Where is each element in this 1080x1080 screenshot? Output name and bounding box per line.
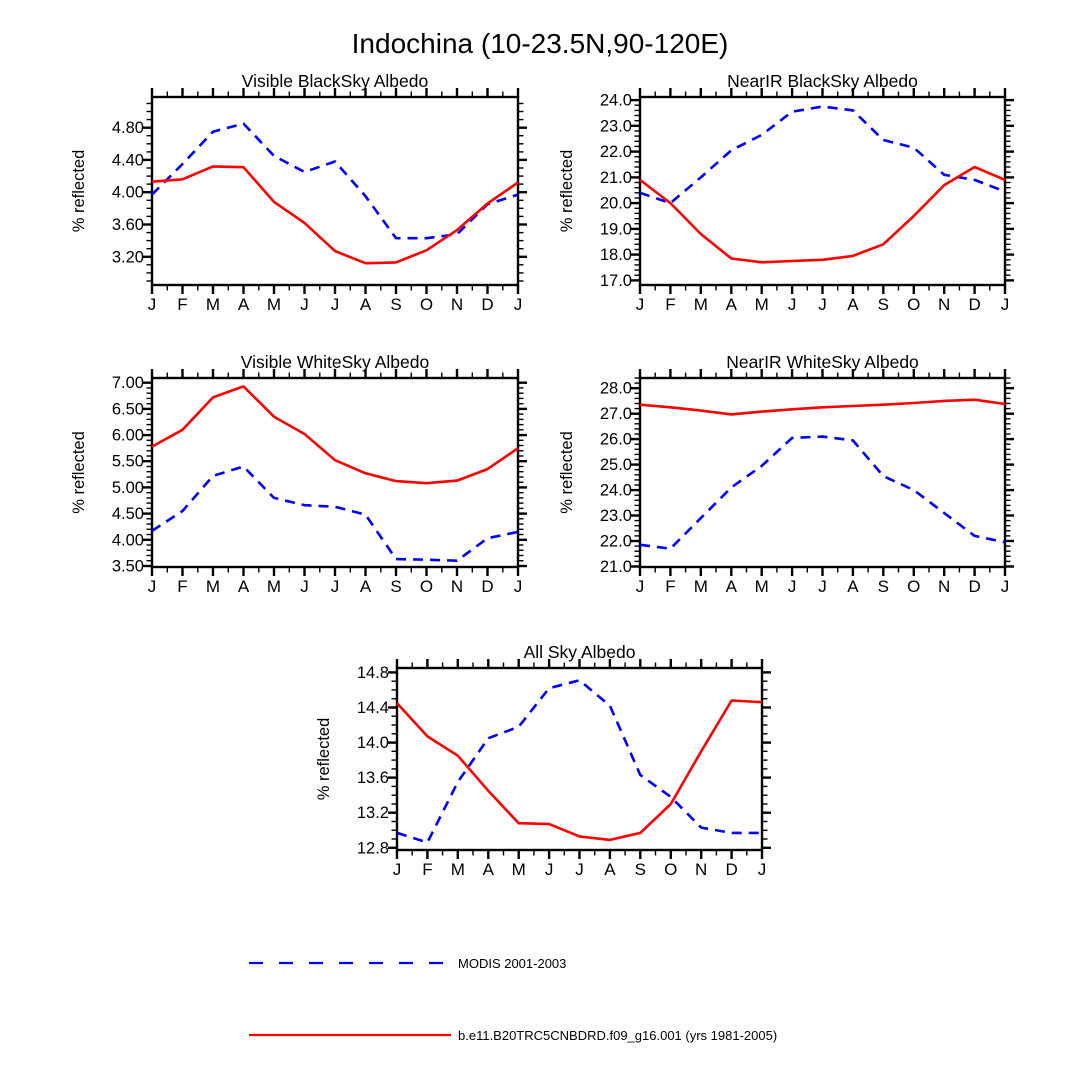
svg-text:M: M — [266, 577, 282, 596]
svg-text:J: J — [544, 860, 554, 879]
svg-text:25.0: 25.0 — [599, 456, 632, 475]
svg-text:J: J — [330, 577, 340, 596]
svg-text:26.0: 26.0 — [599, 430, 632, 449]
svg-text:J: J — [635, 295, 645, 314]
svg-text:J: J — [1000, 295, 1010, 314]
svg-text:F: F — [177, 295, 188, 314]
svg-text:20.0: 20.0 — [599, 194, 632, 213]
svg-text:A: A — [237, 295, 250, 314]
svg-text:D: D — [481, 577, 494, 596]
svg-text:F: F — [177, 577, 188, 596]
svg-text:Visible BlackSky Albedo: Visible BlackSky Albedo — [241, 71, 429, 91]
svg-text:J: J — [1000, 577, 1010, 596]
svg-text:24.0: 24.0 — [599, 91, 632, 110]
svg-text:A: A — [359, 295, 372, 314]
svg-text:NearIR WhiteSky Albedo: NearIR WhiteSky Albedo — [726, 352, 919, 372]
svg-text:3.20: 3.20 — [111, 248, 144, 267]
svg-text:J: J — [513, 577, 523, 596]
svg-text:D: D — [968, 577, 981, 596]
svg-text:O: O — [907, 577, 921, 596]
svg-text:J: J — [575, 860, 584, 879]
svg-text:M: M — [754, 577, 769, 596]
svg-text:A: A — [359, 577, 372, 596]
svg-text:13.6: 13.6 — [356, 769, 389, 788]
svg-text:A: A — [237, 577, 250, 596]
svg-text:24.0: 24.0 — [599, 481, 632, 500]
svg-text:4.50: 4.50 — [111, 505, 144, 524]
svg-text:14.0: 14.0 — [356, 734, 389, 753]
svg-text:4.00: 4.00 — [111, 183, 144, 202]
svg-text:4.80: 4.80 — [111, 119, 144, 138]
svg-text:M: M — [450, 860, 465, 879]
svg-text:J: J — [147, 295, 157, 314]
svg-text:D: D — [968, 295, 981, 314]
svg-text:14.4: 14.4 — [356, 699, 389, 717]
svg-text:N: N — [450, 577, 464, 596]
svg-text:NearIR BlackSky Albedo: NearIR BlackSky Albedo — [727, 71, 918, 91]
svg-text:S: S — [390, 577, 402, 596]
svg-text:5.00: 5.00 — [111, 478, 144, 497]
svg-text:A: A — [725, 577, 737, 596]
svg-text:A: A — [482, 860, 494, 879]
svg-text:J: J — [147, 577, 157, 596]
svg-text:N: N — [695, 860, 708, 879]
svg-text:28.0: 28.0 — [599, 379, 632, 398]
svg-text:27.0: 27.0 — [599, 405, 632, 424]
svg-text:M: M — [511, 860, 526, 879]
svg-text:17.0: 17.0 — [599, 271, 632, 290]
svg-text:% reflected: % reflected — [70, 431, 88, 514]
svg-text:J: J — [818, 577, 827, 596]
svg-text:4.00: 4.00 — [111, 531, 144, 550]
svg-text:21.0: 21.0 — [599, 558, 632, 576]
svg-text:J: J — [330, 295, 340, 314]
svg-text:3.60: 3.60 — [111, 216, 144, 234]
svg-text:A: A — [725, 295, 737, 314]
svg-text:F: F — [665, 295, 676, 314]
svg-text:D: D — [725, 860, 738, 879]
svg-text:J: J — [300, 577, 309, 596]
svg-text:M: M — [754, 295, 769, 314]
svg-text:S: S — [877, 295, 889, 314]
svg-text:A: A — [847, 295, 859, 314]
svg-text:J: J — [392, 860, 402, 879]
figure-title: Indochina (10-23.5N,90-120E) — [351, 28, 729, 59]
svg-text:N: N — [938, 295, 951, 314]
svg-text:23.0: 23.0 — [599, 507, 632, 525]
svg-text:% reflected: % reflected — [558, 431, 576, 514]
legend-line-model — [247, 1029, 453, 1041]
svg-text:3.50: 3.50 — [111, 557, 144, 576]
svg-text:O: O — [419, 577, 434, 596]
legend-label-modis: MODIS 2001-2003 — [458, 956, 567, 971]
svg-text:7.00: 7.00 — [111, 374, 144, 393]
svg-text:J: J — [635, 577, 645, 596]
svg-text:O: O — [907, 295, 921, 314]
svg-text:% reflected: % reflected — [315, 717, 333, 801]
svg-text:N: N — [450, 295, 464, 314]
svg-text:All Sky Albedo: All Sky Albedo — [523, 642, 636, 662]
svg-text:N: N — [938, 577, 951, 596]
svg-text:S: S — [390, 295, 402, 314]
svg-text:D: D — [481, 295, 494, 314]
svg-text:A: A — [847, 577, 859, 596]
svg-text:18.0: 18.0 — [599, 246, 632, 265]
svg-text:F: F — [422, 860, 433, 879]
svg-text:J: J — [300, 295, 309, 314]
svg-text:S: S — [877, 577, 889, 596]
svg-text:14.8: 14.8 — [356, 663, 389, 682]
legend-line-modis — [247, 957, 453, 969]
svg-text:M: M — [205, 295, 221, 314]
svg-text:% reflected: % reflected — [558, 149, 576, 233]
svg-text:A: A — [604, 860, 616, 879]
svg-text:% reflected: % reflected — [70, 149, 88, 233]
svg-text:M: M — [693, 577, 708, 596]
svg-text:J: J — [513, 295, 523, 314]
svg-text:Visible WhiteSky Albedo: Visible WhiteSky Albedo — [240, 352, 430, 372]
svg-text:J: J — [757, 860, 767, 879]
svg-text:4.40: 4.40 — [111, 151, 144, 170]
svg-text:19.0: 19.0 — [599, 220, 632, 239]
svg-text:23.0: 23.0 — [599, 117, 632, 136]
svg-text:6.50: 6.50 — [111, 400, 144, 419]
svg-text:O: O — [419, 295, 434, 314]
svg-text:M: M — [693, 295, 708, 314]
svg-text:22.0: 22.0 — [599, 532, 632, 551]
svg-text:M: M — [266, 295, 282, 314]
svg-text:F: F — [665, 577, 676, 596]
svg-text:12.8: 12.8 — [356, 839, 389, 858]
svg-text:22.0: 22.0 — [599, 143, 632, 162]
svg-text:13.2: 13.2 — [356, 804, 389, 823]
svg-text:O: O — [664, 860, 678, 879]
svg-text:S: S — [634, 860, 646, 879]
legend-label-model: b.e11.B20TRC5CNBDRD.f09_g16.001 (yrs 1981-2005) — [458, 1028, 778, 1043]
svg-text:M: M — [205, 577, 221, 596]
svg-text:5.50: 5.50 — [111, 452, 144, 471]
svg-text:J: J — [818, 295, 827, 314]
svg-text:6.00: 6.00 — [111, 426, 144, 445]
svg-text:J: J — [787, 295, 797, 314]
svg-text:21.0: 21.0 — [599, 168, 632, 187]
svg-text:J: J — [787, 577, 797, 596]
